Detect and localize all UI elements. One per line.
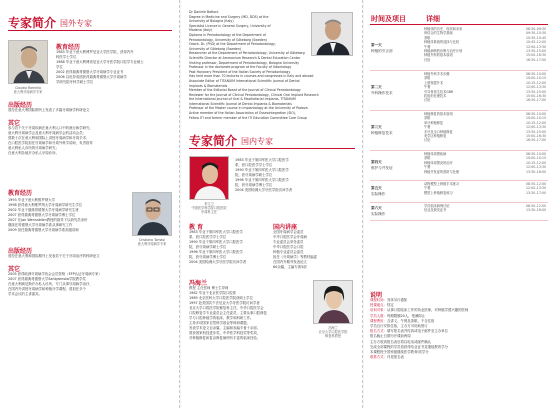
schedule-topic: 外科操作技术 — [371, 91, 393, 95]
item-title: 讨论 — [424, 98, 431, 103]
page-left — [0, 0, 180, 408]
item-time: 08:30–10:00 — [526, 72, 546, 76]
item-title: 种植并发症的预防与处理 — [424, 169, 460, 174]
schedule-day: 第四天 — [371, 160, 382, 164]
schedule-items — [424, 72, 546, 103]
title-underline — [189, 148, 355, 149]
item-time: 13:30–15:00 — [526, 89, 546, 94]
page-subtitle: 国外专家 — [60, 19, 92, 28]
schedule-row — [370, 151, 548, 181]
expert-bio: 教授 主任医师 博士生导师 1982 毕业于北京医学院口腔系 1989 北京医科大学口腔医学院获硕士学位 1997 赴美国宾夕法尼亚大学牙医学院访问学者 北京大学口腔医学院修复科主任，中华口腔医学会 口腔修复学专业委员会主任委员，主要从事口腔修复 学与口腔种植学的临床、教学和科研工作。 主持多项国家自然科学基金等科研课题， 发表学术论文百余篇，主编和参编专著十余部。 曾获国家科技进步奖、中华医学科技奖等奖项， 对种植修复和复杂修复病例有丰富的临床经验。 — [189, 286, 267, 340]
item-title: 茶歇 — [424, 35, 431, 40]
note-label: 报名方式： — [370, 329, 387, 334]
item-title: 美学区种植修复 — [424, 133, 447, 138]
page-title: 专家简介 — [8, 16, 57, 30]
education-list: 1993 毕业于意大利维罗纳大学 1998 获得意大利维罗纳大学牙周病学研究生学位 2002 毕业于瑞典哥德堡大学牙周病学研究生班 2007 获得瑞典哥德堡大学牙周病学博士学位 2007 在Jan Wennström教授的指导下以研究员身份 继续在哥德堡大学牙周病学系从事研究工作 2009 担任瑞典哥德堡大学牙周病学系高级讲师 — [8, 198, 88, 232]
item-title: 骨结合的生物学基础 — [424, 31, 453, 36]
section-heading: 教育经历 — [8, 190, 33, 197]
expert-photo — [313, 280, 353, 324]
item-time: 12:00–13:30 — [526, 186, 546, 191]
item-time: 13:30–17:00 — [526, 190, 546, 195]
header-underline — [370, 24, 548, 25]
lecture-list: 全国牙周病学会委员 中华口腔医学会牙周病 专业委员会常务委员 中华口腔医学会口腔 种植专业委员会委员 担任《牙周病学》等教材编委 在国内外期刊发表论文 60余篇，主编专著3部 — [273, 230, 318, 269]
portrait-image — [133, 193, 172, 236]
section-heading: 出版经历 — [8, 248, 33, 255]
schedule-row — [370, 71, 548, 111]
expert-photo — [189, 156, 229, 200]
note-label: 学员人数： — [370, 313, 387, 318]
note-label: 培训对象： — [370, 308, 387, 313]
item-time: 15:00–16:30 — [526, 53, 546, 58]
page-right — [364, 0, 554, 408]
schedule-day: 第三天 — [371, 125, 382, 129]
item-title: 茶歇 — [424, 156, 431, 161]
column-header-time: 时间及项目 — [371, 15, 406, 23]
expert-intro: 1983 毕业于第四军医大学口腔医学 系，获口腔医学学士学位 1990 毕业于第四军医大学口腔医学 院，获牙周病学硕士学位 1996 毕业于第四军医大学口腔医学 院，获牙周病学博士学位 2004 美国哈佛大学牙医学院访问学者 — [235, 158, 293, 192]
item-title: 午餐 — [424, 85, 431, 90]
item-title: 种植体系统的选择与比较 — [424, 40, 460, 45]
item-time: 13:30–16:00 — [526, 169, 546, 174]
item-time: 08:30–12:00 — [526, 204, 546, 208]
section-heading: 教育经历 — [56, 44, 81, 51]
schedule-table — [370, 26, 548, 221]
item-title: 种植体的历史、现状和未来 — [424, 27, 463, 31]
item-time: 10:15–12:00 — [526, 80, 546, 85]
schedule-item — [424, 58, 546, 62]
item-time: 12:00–13:30 — [526, 85, 546, 90]
page-subtitle: 国内专家 — [241, 137, 273, 146]
other-text: 参与若干关于牙周疾病在意大利人口中的流行病学研究； 意大利牙周病学会及意大利牙周病学会的活动会员； 曾数十次在意大利和国际上讲授牙周病学和牙周手术； 在口腔医学院担任牙周病学和牙周外科学讲师，负责指导 意大利私人诊所的牙周病学研究； 在意大利各地开办私人牙周诊所。 — [8, 126, 93, 155]
item-time: 16:30–17:00 — [526, 98, 546, 103]
item-time: 10:00–10:15 — [526, 76, 546, 81]
item-time: 12:00–13:30 — [526, 44, 546, 49]
schedule-items — [424, 182, 546, 195]
expert-photo — [311, 12, 353, 56]
item-title: 讨论 — [424, 57, 431, 62]
schedule-item — [424, 138, 546, 142]
schedule-header — [370, 14, 548, 24]
section-heading: 出版经历 — [8, 102, 33, 109]
item-title: 种植外科手术步骤 — [424, 72, 450, 76]
item-time: 15:00–16:30 — [526, 133, 546, 138]
publication-text: 曾经在意大利和国际期刊上发表若干关于牙周治疗的科研论文 — [8, 254, 100, 258]
item-title: 种植外科的基本原则 — [424, 53, 453, 58]
note-label: 授课地点： — [370, 303, 387, 308]
note-value: 待定 — [386, 303, 394, 308]
note-value: 从事口腔临床工作的执业医师，对种植学感兴趣的医师 — [386, 308, 469, 313]
expert-photo — [132, 192, 172, 236]
note-value: 每期限额20人，报满即止 — [386, 313, 426, 318]
item-title: 茶歇 — [424, 76, 431, 81]
publication-text: 曾经在意大利国际期刊上发表了多篇牙周病学科研论文 — [8, 108, 90, 112]
item-title: 种植病例的诊断与治疗计划 — [424, 48, 463, 53]
education-list: 1983 毕业于第四军医大学口腔医学 系，获口腔医学学士学位 1990 毕业于第四军医大学口腔医学 院，获牙周病学硕士学位 1996 毕业于第四军医大学口腔医学 院，获牙周病学博士学位 2004 美国哈佛大学牙医学院访问学者 — [189, 230, 247, 264]
item-time: 10:00–10:15 — [526, 156, 546, 161]
item-title: 种植修复的基本原则 — [424, 112, 453, 116]
item-title: 种植体周围疾病 — [424, 152, 447, 156]
schedule-day: 第五天 — [371, 186, 382, 190]
column-header-detail: 详细 — [426, 15, 440, 23]
item-title: 午餐 — [424, 125, 431, 130]
schedule-topic: 实际操作 — [371, 212, 386, 216]
schedule-item — [424, 191, 546, 195]
expert-caption: 李文卫 中国医学科学院口腔医院 牙周科主任 — [191, 202, 227, 214]
title-underline — [8, 30, 172, 31]
schedule-day: 第一天 — [371, 42, 382, 47]
item-title: 学员临床病例讨论 — [424, 204, 450, 208]
section-heading: 其它 — [8, 120, 21, 127]
item-title: 动物模型上种植手术练习 — [424, 182, 460, 186]
english-bio: Dr Daniele Bottoni Degree in Medicine and Surgery (MD, DDS) at the University of Bologna (Italy) Specialist Licence in General Surgery, University of Modena (Italy) Diploma in Periodontology at the Department of Periodontology, University of Göteborg (Sweden) Odont. Dr. (PhD) at the Department of Periodontology, University of Göteborg (Sweden) Researcher at the Department of Periodontology, University of Göteborg Scientific Director at Ammonium Research & Dental Education Center Visiting professor, Department of Periodontology, Bologna University Professor in the doctorate program at the Faculty of Odontology Past Honorary President of the Italian Society of Periodontology Has held more than 70 lectures in courses and congresses in Italy and abroad Associate Editor of TITANIUM International Scientific Journal of Dental Implants & Biomaterials Member of the Editorial Board of the Journal of Clinical Periodontology Reviewer for the Journal of Clinical Periodontology, Clinical Oral Implant Research the International Journal of Oral & Maxillofacial Implants, TITANIUM International Scientific Journal of Dental Implants & Biomaterials Professor of the Master course in Implantology at the University of Padova Active member of the Italian Association of Osseointegration (SIO), Fellow ITI and former member of the ITI Education Committee Core Group — [189, 10, 319, 120]
expert-photo — [8, 40, 48, 84]
schedule-row — [370, 26, 548, 71]
note-value: 完成全部课程的学员将获得结业证书及继续教育学分 — [370, 344, 448, 349]
section-heading: 其它 — [8, 266, 21, 273]
section-heading: 国内讲座 — [273, 224, 298, 231]
note-value: 主办方收到报名表后将以电话或邮件确认 — [370, 339, 432, 344]
portrait-image — [190, 157, 229, 200]
education-list: 1983 毕业于意大利博罗尼亚大学医学院，获得内外 科医学士学位 1988 毕业于意大利博洛尼亚大学牙医学院口腔学专业硕士 学位 2002 获得瑞典哥德堡大学牙周病学专业证书 2006 以优异成绩获得瑞典哥德堡大学牙周病学 学研究院牙科学硕士学位 — [56, 50, 144, 84]
note-value: 填写报名表并传真或电子邮件至主办单位 — [386, 329, 448, 334]
note-value: 报名截止日期为开课前两周 — [370, 334, 411, 339]
item-title: 上颌窦提升术 — [424, 80, 444, 85]
page-middle — [181, 0, 363, 408]
note-value: 学员自行安排住宿，主办方可协助预订 — [370, 324, 428, 329]
item-time: 08:30–09:30 — [526, 27, 546, 31]
item-time: 10:45–12:00 — [526, 40, 546, 45]
item-title: 午餐 — [424, 186, 431, 191]
schedule-item — [424, 98, 546, 102]
item-time: 10:15–12:00 — [526, 120, 546, 125]
item-time: 10:30–10:45 — [526, 35, 546, 40]
schedule-topic: 实际操作 — [371, 192, 386, 196]
item-title: 模型上种植修复练习 — [424, 190, 453, 195]
portrait-image — [9, 41, 48, 84]
schedule-day: 第二天 — [371, 85, 382, 89]
page-title: 专家简介 — [189, 134, 238, 148]
other-text: 2005 获得欧洲牙周病学协会会员资格（EFP认证牙周病专家） 2007 获得瑞典哥德堡大学Sahlgrenska学院教学奖 在意大利威尼斯开办私人诊所，专门从事牙周病学治疗， 在国内外讲授牙周病学和种植牙学课程，曾担任多个 学术会议的主讲嘉宾。 — [8, 272, 102, 296]
item-time: 13:30–15:00 — [526, 48, 546, 53]
item-time: 16:30–17:00 — [526, 57, 546, 62]
item-title: 引导骨再生技术GBR — [424, 89, 454, 94]
schedule-row — [370, 111, 548, 151]
item-title: 单牙种植修复 — [424, 120, 444, 125]
note-label: 联系方式： — [370, 355, 387, 360]
schedule-items — [424, 152, 546, 174]
expert-name: 冯海兰 — [189, 280, 208, 287]
schedule-row — [370, 203, 548, 221]
item-title: 多牙及全口种植修复 — [424, 129, 453, 134]
item-title: 茶歇 — [424, 116, 431, 121]
item-title: 午餐 — [424, 165, 431, 170]
portrait-image — [312, 13, 353, 56]
expert-caption: Cristiano Tomasi 意大利牙周病学专家 — [137, 238, 167, 246]
schedule-items — [424, 27, 546, 62]
item-title: 午餐 — [424, 44, 431, 49]
schedule-topic: 维护与并发症 — [371, 166, 393, 170]
section-heading: 教 育 — [189, 224, 204, 231]
note-line — [370, 355, 548, 360]
item-time: 13:30–16:00 — [526, 208, 546, 213]
schedule-row — [370, 181, 548, 203]
item-time: 16:30–17:00 — [526, 138, 546, 143]
note-label: 课程费用： — [370, 318, 387, 323]
item-title: 软组织处理技术 — [424, 93, 447, 98]
schedule-topic: 种植的引言部 — [371, 48, 393, 53]
item-time: 13:30–15:00 — [526, 129, 546, 134]
expert-caption: 冯海兰 北京大学口腔医学院 修复科教授 — [318, 326, 348, 338]
notes-list — [370, 298, 548, 360]
item-time: 10:15–12:00 — [526, 160, 546, 165]
note-value: 详见报名表 — [386, 355, 404, 360]
notes-heading: 说明 — [370, 292, 383, 299]
item-title: 讨论 — [424, 138, 431, 143]
schedule-items — [424, 204, 546, 213]
item-time: 12:00–13:30 — [526, 165, 546, 170]
note-value: 含讲义、午餐及茶歇，不含住宿 — [386, 318, 435, 323]
schedule-item — [424, 170, 546, 174]
portrait-image — [314, 281, 353, 324]
item-title: 种植体周围炎的治疗 — [424, 160, 453, 165]
item-time: 12:00–13:30 — [526, 125, 546, 130]
item-time: 08:30–10:00 — [526, 152, 546, 156]
schedule-day: 第六天 — [371, 206, 382, 210]
item-time: 08:30–12:00 — [526, 182, 546, 186]
note-label: 课程时间： — [370, 298, 387, 302]
schedule-item — [424, 208, 546, 212]
note-value: 具体另行通知 — [386, 298, 408, 302]
item-time: 09:30–10:30 — [526, 31, 546, 36]
item-time: 15:00–16:30 — [526, 93, 546, 98]
schedule-topic: 种植修复技术 — [371, 131, 393, 135]
item-time: 08:30–10:00 — [526, 112, 546, 116]
item-title: 结业及颁发证书 — [424, 208, 447, 213]
schedule-items — [424, 112, 546, 143]
expert-caption: Claudio Ramella 意大利牙周病学专家 — [13, 86, 43, 94]
note-value: 本课程授予国家级继续医学教育I类学分 — [370, 350, 429, 355]
item-time: 10:00–10:15 — [526, 116, 546, 121]
